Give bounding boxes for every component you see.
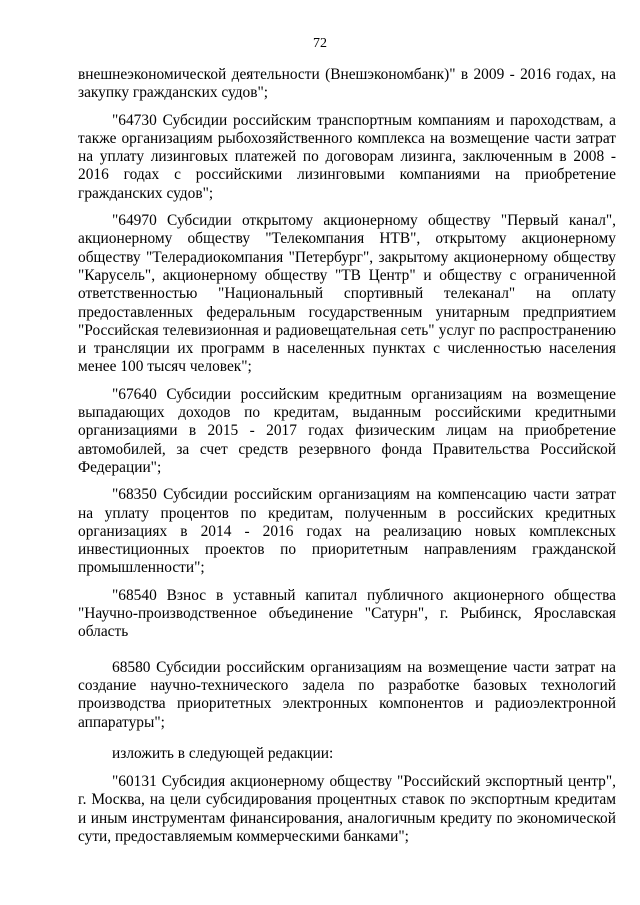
page-number: 72 [313, 36, 327, 51]
paragraph-item-68350: "68350 Субсидии российским организациям на компенсацию части затрат на уплату процентов по кредитам, полученным в российских кредитных организациях в 2014 - 2016 годах на реализацию новых комплексных инвестиционных проектов по приоритетным направлениям гражданской промышленности"; [78, 486, 616, 577]
paragraph-item-67640: "67640 Субсидии российским кредитным организациям на возмещение выпадающих доходов по кредитам, выданным российскими кредитными организациями в 2015 - 2017 годах физическим лицам на приобретение автомобилей, за счет средств резервного фонда Правительства Российской Федерации"; [78, 385, 616, 476]
paragraph-item-64970: "64970 Субсидии открытому акционерному обществу "Первый канал", акционерному обществу "Телекомпания НТВ", открытому акционерному обществу "Телерадиокомпания "Петербург", закрытому акционерному обществу "Карусель", акционерному обществу "ТВ Центр" и обществу с ограниченной ответственностью "Национальный спортивный телеканал" на оплату предоставленных федеральным государственным унитарным предприятием "Российская телевизионная и радиовещательная сеть" услуг по распространению и трансляции их программ в населенных пунктах с численностью населения менее 100 тысяч человек"; [78, 212, 616, 376]
document-body [78, 66, 616, 855]
paragraph-item-64730: "64730 Субсидии российским транспортным компаниям и пароходствам, а также организациям рыбохозяйственного комплекса на возмещение части затрат на уплату лизинговых платежей по договорам лизинга, заключенным в 2008 - 2016 годах с российскими лизинговыми компаниями на приобретение гражданских судов"; [78, 111, 616, 202]
paragraph-item-68540: "68540 Взнос в уставный капитал публичного акционерного общества "Научно-производственное объединение "Сатурн", г. Рыбинск, Ярославская область [78, 586, 616, 641]
paragraph-instruction: изложить в следующей редакции: [112, 744, 334, 762]
paragraph-item-60131: "60131 Субсидия акционерному обществу "Российский экспортный центр", г. Москва, на цели субсидирования процентных ставок по экспортным кредитам и иным инструментам финансирования, аналогичным кредиту по экономической сути, предоставляемым коммерческими банками"; [78, 773, 616, 845]
paragraph-item-68580: 68580 Субсидии российским организациям на возмещение части затрат на создание научно-технического задела по разработке базовых технологий производства приоритетных электронных компонентов и радиоэлектронной аппаратуры"; [78, 658, 616, 731]
paragraph-continuation: внешнеэкономической деятельности (Внешэкономбанк)" в 2009 - 2016 годах, на закупку гражданских судов"; [78, 66, 616, 102]
